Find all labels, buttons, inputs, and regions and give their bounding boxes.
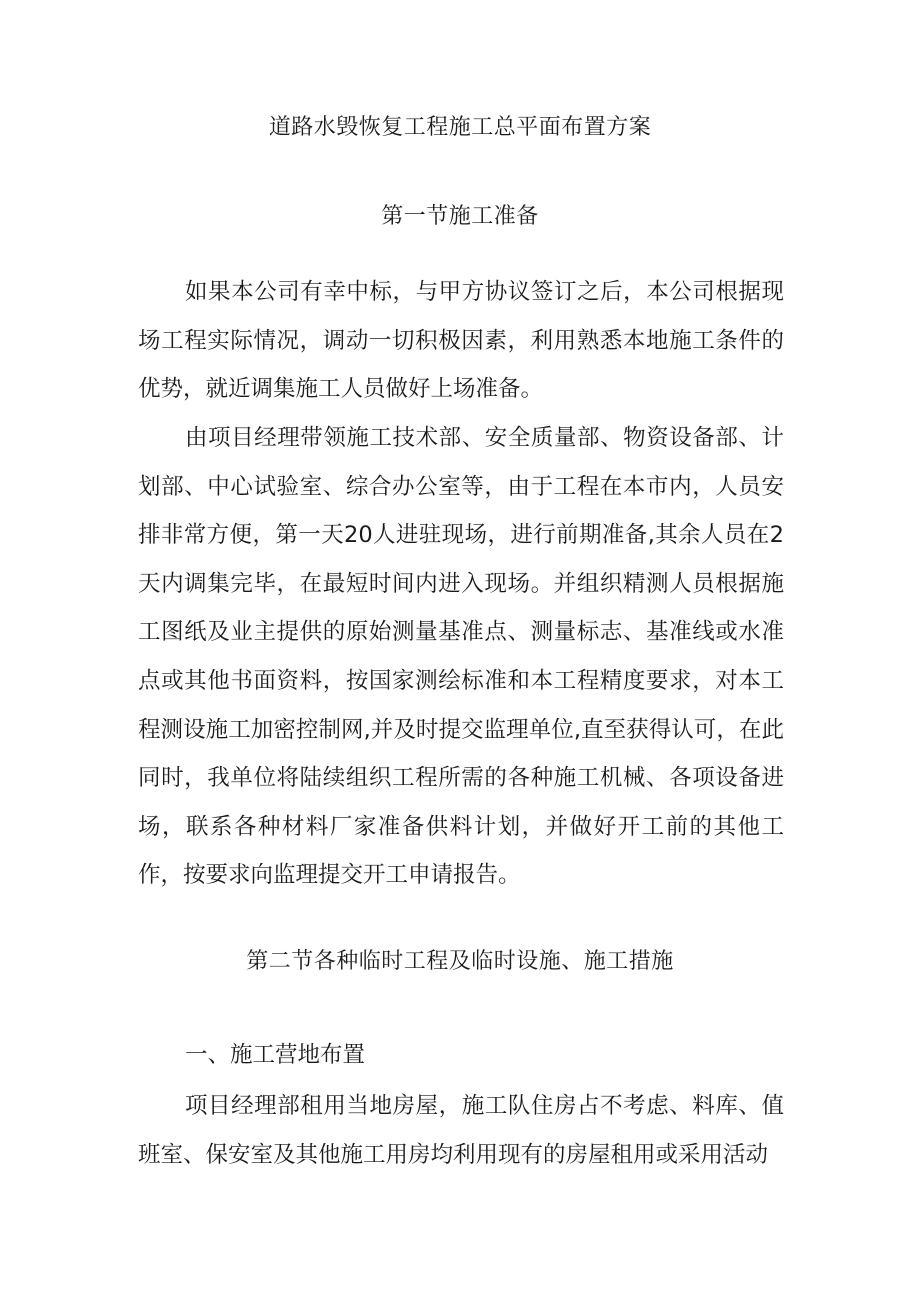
section-1-paragraph-2: 由项目经理带领施工技术部、安全质量部、物资设备部、计划部、中心试验室、综合办公室等，由于工程在本市内，人员安排非常方便，第一天20人进驻现场，进行前期准备,其余人员在2天内调集完毕，在最短时间内进入现场。并组织精测人员根据施工图纸及业主提供的原始测量基准点、测量标志、基准线或水准点或其他书面资料，按国家测绘标准和本工程精度要求，对本工程测设施工加密控制网,并及时提交监理单位,直至获得认可，在此同时，我单位将陆续组织工程所需的各种施工机械、各项设备进场，联系各种材料厂家准备供料计划，并做好开工前的其他工作，按要求向监理提交开工申请报告。 (138, 425, 784, 889)
section-2-heading: 第二节各种临时工程及临时设施、施工措施 (246, 949, 674, 974)
section-2-paragraph-1: 项目经理部租用当地房屋，施工队住房占不考虑、料库、值班室、保安室及其他施工用房均利用现有的房屋租用或采用活动 (138, 1093, 784, 1168)
section-1-paragraph-1: 如果本公司有幸中标，与甲方协议签订之后，本公司根据现场工程实际情况，调动一切积极因素，利用熟悉本地施工条件的优势，就近调集施工人员做好上场准备。 (138, 279, 784, 403)
document-title: 道路水毁恢复工程施工总平面布置方案 (268, 115, 652, 140)
section-2-subheading: 一、施工营地布置 (185, 1042, 366, 1068)
section-1-heading: 第一节施工准备 (381, 204, 539, 229)
